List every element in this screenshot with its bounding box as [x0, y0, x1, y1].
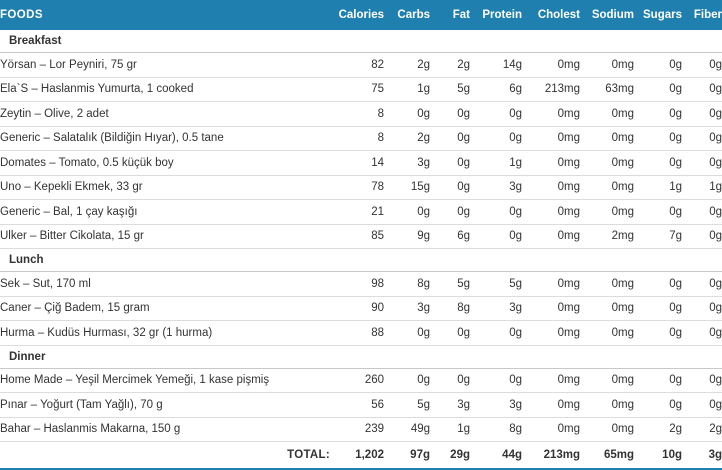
cell-calories: 56: [330, 393, 384, 418]
cell-sugars: 7g: [634, 224, 682, 249]
cell-calories: 90: [330, 296, 384, 321]
table-footer: [0, 442, 722, 469]
cell-calories: 88: [330, 321, 384, 346]
cell-protein: 0g: [470, 368, 522, 393]
cell-carbs: 0g: [384, 200, 430, 225]
cell-calories: 98: [330, 272, 384, 297]
column-header-sodium[interactable]: Sodium: [591, 9, 634, 21]
cell-calories: 75: [330, 77, 384, 102]
section-header-row: [0, 30, 722, 53]
cell-fat: 8g: [430, 296, 470, 321]
cell-sodium: 0mg: [580, 272, 634, 297]
totals-row: [0, 442, 722, 469]
column-header-cholest[interactable]: Cholest: [537, 9, 580, 21]
cell-cholest: 0mg: [522, 393, 580, 418]
cell-sugars: 0g: [634, 77, 682, 102]
cell-cholest: 0mg: [522, 321, 580, 346]
food-name[interactable]: Uno – Kepekli Ekmek, 33 gr: [0, 175, 330, 200]
cell-fiber: 0g: [682, 224, 722, 249]
cell-sodium: 0mg: [580, 102, 634, 127]
cell-carbs: 1g: [384, 77, 430, 102]
cell-carbs: 0g: [384, 368, 430, 393]
totals-sugars: 10g: [634, 442, 682, 469]
cell-calories: 78: [330, 175, 384, 200]
cell-protein: 1g: [470, 151, 522, 176]
cell-sodium: 0mg: [580, 53, 634, 78]
column-header-fat[interactable]: Fat: [452, 9, 470, 21]
food-name[interactable]: Zeytin – Olive, 2 adet: [0, 102, 330, 127]
cell-fat: 0g: [430, 126, 470, 151]
cell-fiber: 0g: [682, 53, 722, 78]
column-header-carbs[interactable]: Carbs: [397, 9, 430, 21]
cell-protein: 5g: [470, 272, 522, 297]
cell-sugars: 0g: [634, 126, 682, 151]
cell-sodium: 0mg: [580, 200, 634, 225]
table-header: [0, 0, 722, 30]
table-row[interactable]: [0, 77, 722, 102]
totals-label: TOTAL:: [0, 442, 330, 469]
cell-cholest: 0mg: [522, 296, 580, 321]
cell-carbs: 3g: [384, 151, 430, 176]
cell-cholest: 0mg: [522, 175, 580, 200]
cell-fiber: 0g: [682, 200, 722, 225]
cell-protein: 0g: [470, 224, 522, 249]
totals-fat: 29g: [430, 442, 470, 469]
cell-protein: 0g: [470, 126, 522, 151]
totals-fiber: 3g: [682, 442, 722, 469]
section-title: Lunch: [0, 249, 722, 272]
cell-protein: 14g: [470, 53, 522, 78]
cell-calories: 260: [330, 368, 384, 393]
cell-sugars: 0g: [634, 53, 682, 78]
cell-fiber: 2g: [682, 417, 722, 442]
cell-calories: 82: [330, 53, 384, 78]
totals-protein: 44g: [470, 442, 522, 469]
cell-sodium: 0mg: [580, 126, 634, 151]
cell-calories: 8: [330, 126, 384, 151]
cell-fat: 2g: [430, 53, 470, 78]
cell-fiber: 0g: [682, 393, 722, 418]
table-row[interactable]: [0, 53, 722, 78]
cell-fiber: 0g: [682, 321, 722, 346]
column-header-fiber[interactable]: Fiber: [693, 9, 722, 21]
cell-carbs: 3g: [384, 296, 430, 321]
cell-protein: 3g: [470, 393, 522, 418]
section-header-row: [0, 249, 722, 272]
cell-cholest: 0mg: [522, 102, 580, 127]
cell-fiber: 0g: [682, 126, 722, 151]
cell-sodium: 63mg: [580, 77, 634, 102]
cell-fiber: 0g: [682, 296, 722, 321]
cell-calories: 85: [330, 224, 384, 249]
section-title: Breakfast: [0, 30, 722, 53]
cell-sodium: 2mg: [580, 224, 634, 249]
column-header-sugars[interactable]: Sugars: [643, 9, 682, 21]
cell-sodium: 0mg: [580, 393, 634, 418]
cell-fat: 0g: [430, 200, 470, 225]
table-row[interactable]: [0, 200, 722, 225]
cell-cholest: 0mg: [522, 272, 580, 297]
cell-fat: 3g: [430, 393, 470, 418]
cell-cholest: 0mg: [522, 368, 580, 393]
food-name[interactable]: Home Made – Yeşil Mercimek Yemeği, 1 kase pişmiş: [0, 368, 330, 393]
table-row[interactable]: [0, 151, 722, 176]
cell-carbs: 0g: [384, 321, 430, 346]
cell-sodium: 0mg: [580, 175, 634, 200]
cell-carbs: 2g: [384, 126, 430, 151]
table-header-row: [0, 0, 722, 30]
cell-fiber: 1g: [682, 175, 722, 200]
food-name[interactable]: Caner – Çiğ Badem, 15 gram: [0, 296, 330, 321]
food-name[interactable]: Ulker – Bitter Cikolata, 15 gr: [0, 224, 330, 249]
cell-sodium: 0mg: [580, 296, 634, 321]
cell-fat: 6g: [430, 224, 470, 249]
food-name[interactable]: Generic – Salatalık (Bildiğin Hıyar), 0.5 tane: [0, 126, 330, 151]
table-row[interactable]: [0, 175, 722, 200]
food-name[interactable]: Yörsan – Lor Peyniri, 75 gr: [0, 53, 330, 78]
table-row[interactable]: [0, 296, 722, 321]
table-row[interactable]: [0, 368, 722, 393]
cell-fiber: 0g: [682, 272, 722, 297]
food-name[interactable]: Hurma – Kudüs Hurması, 32 gr (1 hurma): [0, 321, 330, 346]
table-row[interactable]: [0, 417, 722, 442]
cell-fat: 0g: [430, 175, 470, 200]
section-title: Dinner: [0, 345, 722, 368]
cell-protein: 6g: [470, 77, 522, 102]
cell-carbs: 49g: [384, 417, 430, 442]
cell-cholest: 0mg: [522, 53, 580, 78]
cell-sodium: 0mg: [580, 321, 634, 346]
cell-fiber: 0g: [682, 77, 722, 102]
cell-protein: 0g: [470, 321, 522, 346]
cell-fat: 0g: [430, 151, 470, 176]
cell-protein: 3g: [470, 175, 522, 200]
cell-calories: 8: [330, 102, 384, 127]
cell-sodium: 0mg: [580, 417, 634, 442]
totals-sodium: 65mg: [580, 442, 634, 469]
section-header-row: [0, 345, 722, 368]
cell-protein: 3g: [470, 296, 522, 321]
totals-cholest: 213mg: [522, 442, 580, 469]
cell-cholest: 0mg: [522, 200, 580, 225]
totals-calories: 1,202: [330, 442, 384, 469]
cell-fat: 5g: [430, 272, 470, 297]
cell-cholest: 0mg: [522, 417, 580, 442]
table-row[interactable]: [0, 102, 722, 127]
table-row[interactable]: [0, 393, 722, 418]
table-row[interactable]: [0, 272, 722, 297]
cell-cholest: 213mg: [522, 77, 580, 102]
food-name[interactable]: Sek – Sut, 170 ml: [0, 272, 330, 297]
food-name[interactable]: Domates – Tomato, 0.5 küçük boy: [0, 151, 330, 176]
cell-sodium: 0mg: [580, 368, 634, 393]
column-header-calories[interactable]: Calories: [338, 9, 384, 21]
food-name[interactable]: Pınar – Yoğurt (Tam Yağlı), 70 g: [0, 393, 330, 418]
cell-sugars: 0g: [634, 200, 682, 225]
cell-sugars: 0g: [634, 102, 682, 127]
cell-sugars: 1g: [634, 175, 682, 200]
totals-carbs: 97g: [384, 442, 430, 469]
table-body: [0, 30, 722, 442]
cell-sugars: 0g: [634, 393, 682, 418]
cell-carbs: 9g: [384, 224, 430, 249]
cell-carbs: 2g: [384, 53, 430, 78]
cell-fiber: 0g: [682, 368, 722, 393]
cell-protein: 8g: [470, 417, 522, 442]
cell-sugars: 2g: [634, 417, 682, 442]
cell-fiber: 0g: [682, 102, 722, 127]
cell-sugars: 0g: [634, 368, 682, 393]
column-header-foods[interactable]: FOODS: [0, 9, 43, 21]
cell-fat: 5g: [430, 77, 470, 102]
food-name[interactable]: Bahar – Haslanmis Makarna, 150 g: [0, 417, 330, 442]
food-name[interactable]: Generic – Bal, 1 çay kaşığı: [0, 200, 330, 225]
cell-cholest: 0mg: [522, 224, 580, 249]
cell-protein: 0g: [470, 200, 522, 225]
cell-sodium: 0mg: [580, 151, 634, 176]
cell-carbs: 0g: [384, 102, 430, 127]
cell-calories: 239: [330, 417, 384, 442]
cell-calories: 14: [330, 151, 384, 176]
cell-protein: 0g: [470, 102, 522, 127]
cell-fat: 0g: [430, 321, 470, 346]
cell-fiber: 0g: [682, 151, 722, 176]
cell-calories: 21: [330, 200, 384, 225]
column-header-protein[interactable]: Protein: [482, 9, 522, 21]
cell-carbs: 15g: [384, 175, 430, 200]
cell-cholest: 0mg: [522, 126, 580, 151]
cell-carbs: 5g: [384, 393, 430, 418]
cell-sugars: 0g: [634, 151, 682, 176]
cell-fat: 0g: [430, 368, 470, 393]
table-row[interactable]: [0, 321, 722, 346]
cell-sugars: 0g: [634, 296, 682, 321]
table-row[interactable]: [0, 126, 722, 151]
food-name[interactable]: Ela`S – Haslanmis Yumurta, 1 cooked: [0, 77, 330, 102]
cell-fat: 1g: [430, 417, 470, 442]
cell-cholest: 0mg: [522, 151, 580, 176]
cell-carbs: 8g: [384, 272, 430, 297]
cell-sugars: 0g: [634, 321, 682, 346]
cell-fat: 0g: [430, 102, 470, 127]
table-row[interactable]: [0, 224, 722, 249]
cell-sugars: 0g: [634, 272, 682, 297]
